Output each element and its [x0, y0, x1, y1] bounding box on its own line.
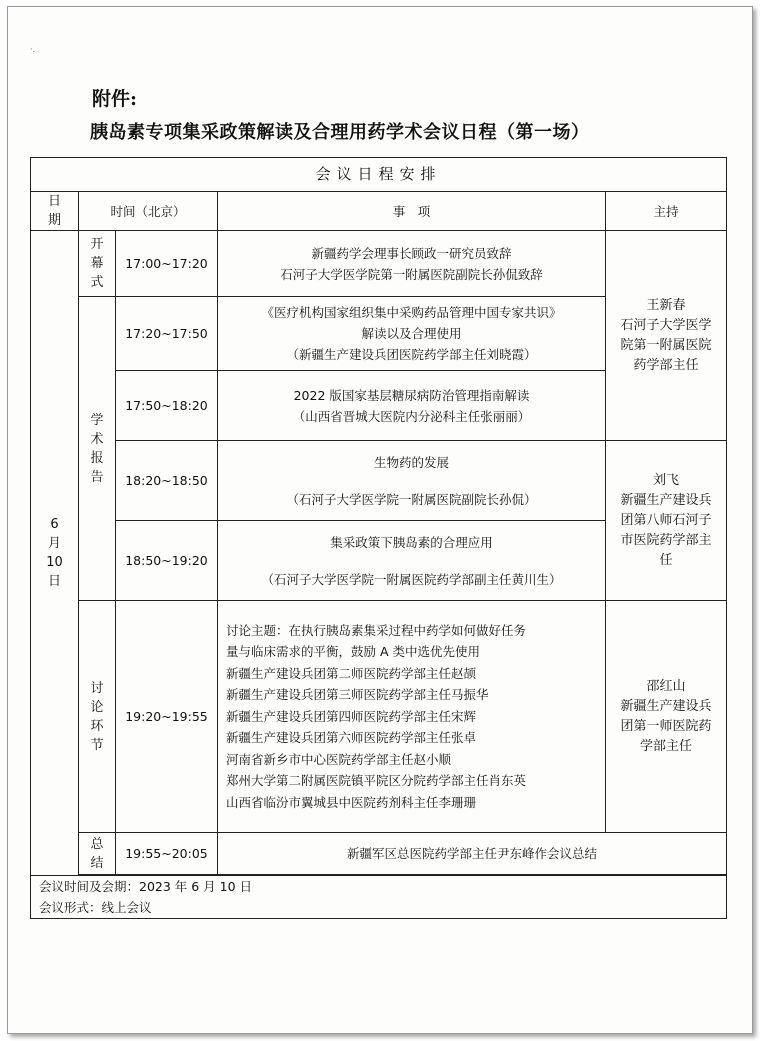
text-line: 《医疗机构国家组织集中采购药品管理中国专家共识》 [261, 305, 562, 320]
host-cell [606, 441, 727, 601]
schedule-table [30, 157, 727, 919]
text-line: 月 [47, 536, 61, 551]
text-line: 日 [47, 194, 61, 209]
text-line: 节 [90, 737, 104, 753]
attachment-label: 附件: [92, 88, 138, 110]
item-cell [218, 231, 606, 297]
text-line: 郑州大学第二附属医院镇平院区分院药学部主任肖东英 [226, 773, 527, 789]
session-discussion [79, 601, 116, 833]
text-line: （石河子大学医学院一附属医院副院长孙侃） [286, 491, 537, 507]
text-line: 讨 [90, 680, 104, 696]
text-line: 新疆生产建设兵 [620, 698, 712, 714]
time-cell: 18:20~18:50 [116, 441, 218, 521]
host-cell [606, 601, 727, 833]
text-line: 团第八师石河子 [620, 512, 712, 528]
text-line: 开 [90, 237, 104, 252]
host-column-header: 主持 [606, 192, 727, 231]
text-line: 王新春 [646, 297, 686, 313]
discussion-cell [218, 601, 606, 833]
text-line: 生物药的发展 [373, 454, 449, 470]
text-line: 讨论主题：在执行胰岛素集采过程中药学如何做好任务 [226, 622, 527, 638]
session-summary [79, 833, 116, 875]
text-line: 任 [659, 552, 673, 568]
text-line: 新疆军区总医院药学部主任尹东峰作会议总结 [347, 846, 598, 861]
meeting-info [31, 876, 727, 919]
text-line: 2022 版国家基层糖尿病防治管理指南解读 [293, 387, 530, 403]
text-line: 新疆生产建设兵团第四师医院药学部主任宋辉 [226, 708, 477, 724]
meeting-format-text: 会议形式：线上会议 [39, 900, 152, 915]
date-column-header [31, 192, 79, 231]
item-cell [218, 833, 727, 875]
item-cell [218, 441, 606, 521]
time-cell: 19:20~19:55 [116, 601, 218, 833]
text-line: 山西省临汾市翼城县中医院药剂科主任李珊珊 [226, 794, 477, 810]
text-line: 环 [90, 718, 104, 734]
date-cell [31, 231, 79, 876]
text-line: 术 [90, 431, 104, 447]
text-line: 团第一师医院药 [620, 718, 712, 734]
time-column-header: 时间（北京） [79, 192, 218, 231]
text-line: 量与临床需求的平衡，鼓励 A 类中选优先使用 [226, 644, 480, 660]
text-line: 刘飞 [653, 472, 680, 488]
table-main-header: 会议日程安排 [31, 158, 727, 192]
text-line: 石河子大学医学院第一附属医院副院长孙侃致辞 [280, 266, 543, 282]
items-column-header: 事 项 [218, 192, 606, 231]
text-line: 论 [90, 699, 104, 715]
time-cell: 19:55~20:05 [116, 833, 218, 875]
text-line: 6 [50, 517, 59, 532]
text-line: （新疆生产建设兵团医院药学部主任刘晓霞） [286, 347, 537, 362]
text-line: 新疆生产建设兵团第六师医院药学部主任张卓 [226, 730, 477, 746]
spacer [218, 553, 605, 569]
text-line: 10 [46, 555, 63, 570]
text-line: 期 [47, 213, 61, 228]
text-line: 新疆生产建设兵 [620, 492, 712, 508]
session-opening [79, 231, 116, 297]
scan-mark: ·. [30, 45, 36, 54]
text-line: （石河子大学医学院一附属医院药学部副主任黄川生） [261, 571, 562, 587]
text-line: 日 [47, 574, 61, 589]
document-title: 胰岛素专项集采政策解读及合理用药学术会议日程（第一场） [90, 122, 590, 143]
text-line: 学部主任 [640, 738, 693, 754]
text-line: 新疆生产建设兵团第三师医院药学部主任马振华 [226, 687, 489, 703]
text-line: 幕 [90, 256, 104, 271]
text-line: 石河子大学医学 [620, 317, 712, 333]
meeting-time-text: 会议时间及会期：2023 年 6 月 10 日 [39, 879, 253, 894]
item-cell [218, 521, 606, 601]
time-cell: 17:50~18:20 [116, 371, 218, 441]
item-cell [218, 371, 606, 441]
text-line: 结 [90, 855, 104, 871]
text-line: 药学部主任 [633, 357, 699, 373]
text-line: （山西省晋城大医院内分泌科主任张丽丽） [292, 408, 531, 424]
text-line: 解读以及合理使用 [361, 326, 462, 341]
text-line: 河南省新乡市中心医院药学部主任赵小顺 [226, 751, 452, 767]
session-academic [79, 297, 116, 601]
text-line: 报 [90, 450, 104, 466]
time-cell: 18:50~19:20 [116, 521, 218, 601]
text-line: 式 [90, 275, 104, 290]
text-line: 学 [90, 412, 104, 428]
text-line: 新疆生产建设兵团第二师医院药学部主任赵颉 [226, 665, 477, 681]
time-cell: 17:20~17:50 [116, 297, 218, 371]
text-line: 市医院药学部主 [620, 532, 712, 548]
text-line: 告 [90, 469, 104, 485]
text-line: 总 [90, 836, 104, 852]
host-cell [606, 231, 727, 441]
time-cell: 17:00~17:20 [116, 231, 218, 297]
text-line: 集采政策下胰岛素的合理应用 [330, 534, 493, 550]
item-cell [218, 297, 606, 371]
text-line: 邵红山 [646, 678, 686, 694]
text-line: 新疆药学会理事长顾政一研究员致辞 [311, 245, 512, 261]
spacer [218, 473, 605, 489]
text-line: 院第一附属医院 [620, 337, 712, 353]
